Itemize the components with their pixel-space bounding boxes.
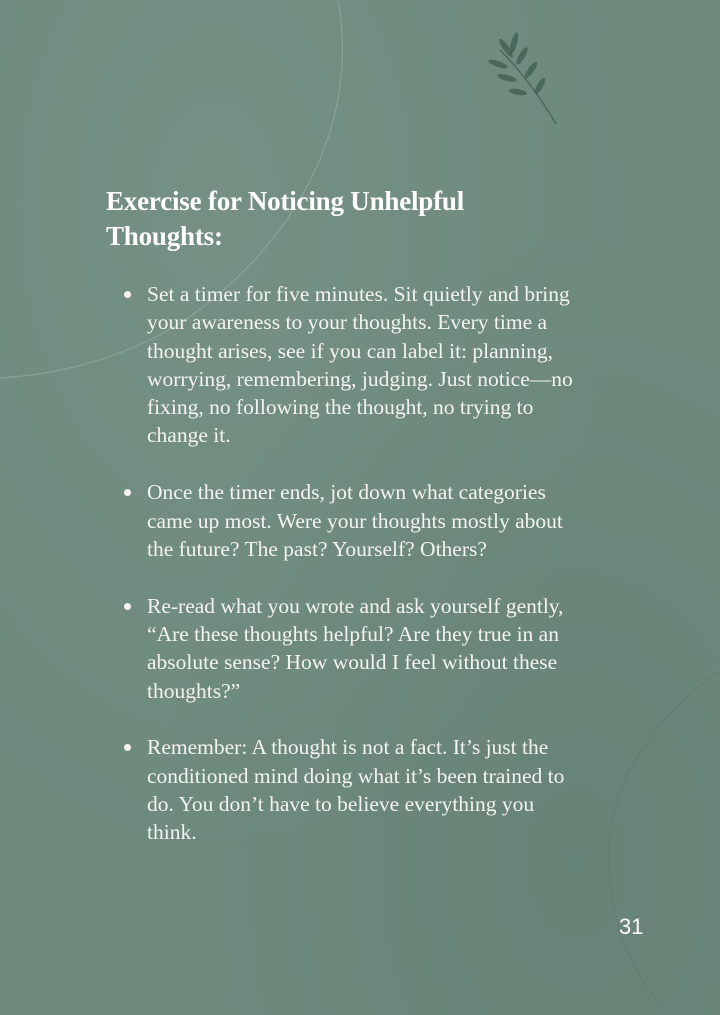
bullet-icon bbox=[124, 291, 131, 298]
exercise-steps-list bbox=[122, 280, 582, 875]
exercise-step bbox=[122, 280, 582, 450]
bullet-icon bbox=[124, 489, 131, 496]
exercise-step bbox=[122, 592, 582, 705]
exercise-step bbox=[122, 733, 582, 846]
exercise-step-text: Once the timer ends, jot down what categories came up most. Were your thoughts mostly about the future? The past? Yourself? Others? bbox=[147, 480, 563, 561]
bullet-icon bbox=[124, 744, 131, 751]
exercise-step bbox=[122, 478, 582, 563]
exercise-step-text: Re-read what you wrote and ask yourself gently, “Are these thoughts helpful? Are they true in an absolute sense? How would I feel without these thoughts?” bbox=[147, 593, 564, 703]
exercise-heading: Exercise for Noticing Unhelpful Thoughts: bbox=[106, 186, 465, 251]
exercise-step-text: Set a timer for five minutes. Sit quietly and bring your awareness to your thoughts. Every time a thought arises, see if you can label it: planning, worrying, remembering, judging. Just notice—no fixing, no following the thought, no trying to change it. bbox=[147, 282, 573, 448]
exercise-step-text: Remember: A thought is not a fact. It’s just the conditioned mind doing what it’s been trained to do. You don’t have to believe everything you think. bbox=[147, 735, 565, 845]
bullet-icon bbox=[124, 603, 131, 610]
page-number: 31 bbox=[619, 914, 644, 939]
